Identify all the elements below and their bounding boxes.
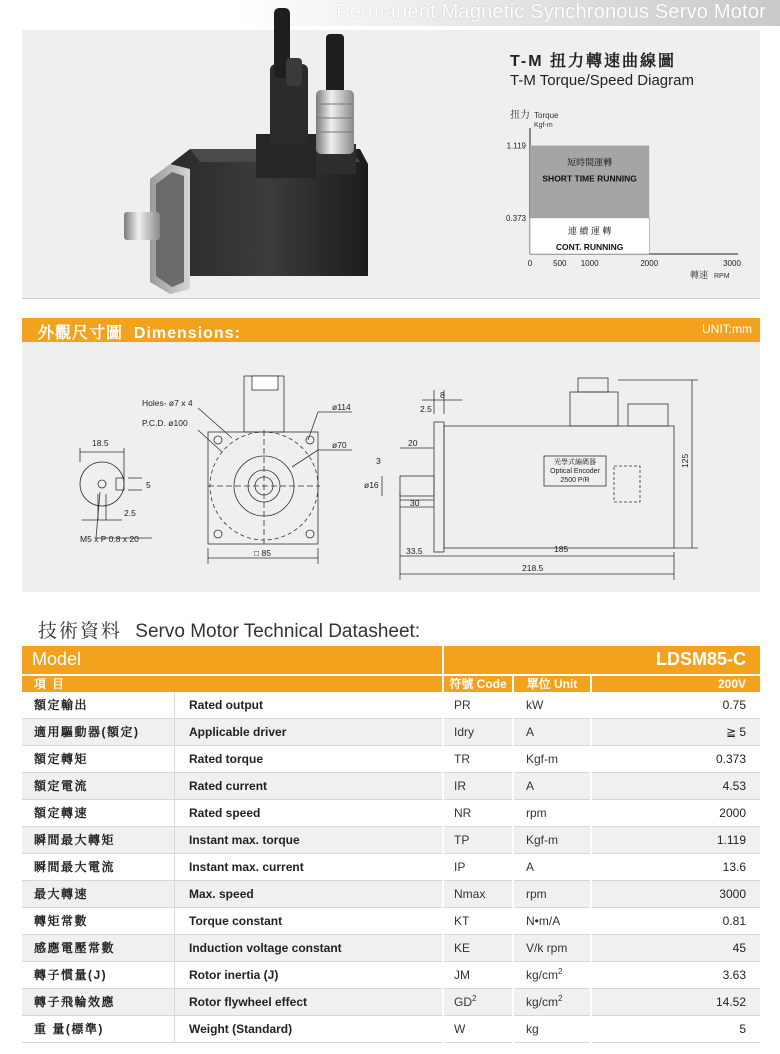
side-125-label: 125 — [680, 453, 690, 468]
row-label-zh-text: 適用驅動器(額定) — [34, 725, 140, 739]
row-code-text: PR — [454, 698, 471, 712]
row-value — [592, 989, 760, 1016]
row-label-en-text: Instant max. torque — [189, 833, 300, 847]
row-label-zh-text: 額定轉矩 — [34, 752, 89, 766]
row-label-zh — [22, 1016, 174, 1043]
row-code-text: JM — [454, 968, 470, 982]
torque-speed-chart — [490, 100, 750, 290]
row-label-en — [174, 989, 442, 1016]
row-label-en — [174, 773, 442, 800]
dimensions-title-en: Dimensions: — [133, 325, 241, 342]
row-code-text: GD — [454, 995, 472, 1009]
dimension-drawings — [22, 342, 760, 592]
x-tick-label: 0 — [527, 259, 533, 268]
row-unit — [514, 854, 590, 881]
row-unit — [514, 800, 590, 827]
row-label-zh-text: 最大轉速 — [34, 887, 89, 901]
row-value-text: ≧ 5 — [725, 725, 746, 739]
side-25-label: 2.5 — [420, 404, 432, 414]
row-unit-text: rpm — [526, 887, 547, 901]
row-value — [592, 962, 760, 989]
tm-chart-title-en: T-M Torque/Speed Diagram — [510, 72, 694, 89]
row-label-zh-text: 額定電流 — [34, 779, 89, 793]
row-unit-superscript: 2 — [558, 994, 563, 1003]
row-label-zh-text: 轉子慣量(J) — [34, 968, 108, 982]
row-label-en-text: Rated torque — [189, 752, 264, 766]
side-335-label: 33.5 — [406, 546, 423, 556]
row-label-en — [174, 800, 442, 827]
row-code-superscript: 2 — [472, 994, 477, 1003]
row-code-text: KT — [454, 914, 470, 928]
row-unit-text: kW — [526, 698, 544, 712]
row-label-en — [174, 935, 442, 962]
row-label-en-text: Torque constant — [189, 914, 283, 928]
row-label-zh — [22, 692, 174, 719]
row-label-en — [174, 908, 442, 935]
row-code — [444, 854, 512, 881]
table-header — [22, 676, 760, 692]
header-code: 符號 Code — [444, 676, 512, 692]
row-unit-text: kg — [526, 1022, 539, 1036]
zone-short-label-en: SHORT TIME RUNNING — [542, 173, 637, 184]
row-label-en — [174, 962, 442, 989]
datasheet-title-en: Servo Motor Technical Datasheet: — [135, 621, 421, 642]
x-tick-label: 2000 — [640, 259, 659, 268]
datasheet-title — [38, 616, 420, 643]
row-unit-text: Kgf-m — [526, 833, 559, 847]
side-16-label: ø16 — [364, 480, 379, 490]
row-code-text: NR — [454, 806, 472, 820]
side-20-label: 20 — [408, 438, 418, 448]
table-row — [22, 827, 760, 854]
pcd-label: P.C.D. ø100 — [142, 418, 188, 428]
keyway-5-label: 5 — [146, 480, 151, 490]
divider — [22, 298, 760, 299]
row-unit — [514, 908, 590, 935]
row-value-text: 45 — [732, 941, 746, 955]
side-3-label: 3 — [376, 456, 381, 466]
y-tick-label: 0.373 — [505, 213, 526, 223]
row-code — [444, 1016, 512, 1043]
table-row — [22, 800, 760, 827]
row-unit — [514, 692, 590, 719]
datasheet-table — [22, 646, 760, 1043]
row-label-zh-text: 轉矩常數 — [34, 914, 89, 928]
row-value — [592, 719, 760, 746]
row-label-en-text: Weight (Standard) — [189, 1022, 293, 1036]
row-value-text: 5 — [739, 1022, 746, 1036]
datasheet-title-zh: 技術資料 — [38, 621, 123, 642]
row-value-text: 4.53 — [722, 779, 746, 793]
row-code — [444, 692, 512, 719]
row-value — [592, 773, 760, 800]
side-8-label: 8 — [440, 390, 445, 400]
row-value — [592, 827, 760, 854]
row-value-text: 3000 — [719, 887, 746, 901]
keyway-25-label: 2.5 — [124, 508, 136, 518]
unit-label: UNIT:mm — [702, 322, 752, 336]
row-code — [444, 800, 512, 827]
side-2185-label: 218.5 — [522, 563, 544, 573]
zone-cont-label-zh: 連 續 運 轉 — [567, 225, 612, 236]
row-label-en — [174, 692, 442, 719]
table-row — [22, 692, 760, 719]
row-label-zh — [22, 719, 174, 746]
table-row — [22, 962, 760, 989]
side-30-label: 30 — [410, 498, 420, 508]
thread-label: M5 x P 0.8 x 20 — [80, 534, 139, 544]
row-value — [592, 881, 760, 908]
model-value: LDSM85-C — [444, 646, 760, 674]
table-row — [22, 1016, 760, 1043]
row-label-zh — [22, 989, 174, 1016]
d70-label: ø70 — [332, 440, 347, 450]
row-label-zh-text: 轉子飛輪效應 — [34, 995, 116, 1009]
row-unit-text: kg/cm — [526, 995, 559, 1009]
row-unit-text: N•m/A — [526, 914, 561, 928]
row-value — [592, 746, 760, 773]
row-unit — [514, 773, 590, 800]
x-axis-unit: RPM — [714, 273, 730, 280]
table-row — [22, 746, 760, 773]
dimensions-title — [38, 320, 241, 343]
holes-label: Holes- ø7 x 4 — [142, 398, 193, 408]
row-label-zh — [22, 746, 174, 773]
y-axis-label-zh: 扭力 — [510, 110, 530, 121]
row-label-zh — [22, 935, 174, 962]
row-code-text: Nmax — [454, 887, 486, 901]
row-value-text: 2000 — [719, 806, 746, 820]
y-axis-label-en: Torque — [534, 111, 559, 120]
row-code — [444, 989, 512, 1016]
row-label-zh — [22, 908, 174, 935]
row-label-en-text: Max. speed — [189, 887, 254, 901]
row-label-en-text: Rated speed — [189, 806, 261, 820]
x-tick-label: 1000 — [580, 259, 599, 268]
row-label-en — [174, 719, 442, 746]
side-185-label: 185 — [554, 544, 569, 554]
row-unit-text: V/k rpm — [526, 941, 568, 955]
row-label-zh — [22, 854, 174, 881]
row-value-text: 3.63 — [722, 968, 746, 982]
row-code-text: TR — [454, 752, 470, 766]
row-unit — [514, 827, 590, 854]
row-code — [444, 962, 512, 989]
table-row — [22, 719, 760, 746]
row-value-text: 1.119 — [716, 833, 746, 847]
row-code — [444, 881, 512, 908]
row-value-text: 13.6 — [722, 860, 746, 874]
row-unit-text: kg/cm — [526, 968, 559, 982]
servo-motor-image — [120, 4, 390, 296]
row-value-text: 0.373 — [715, 752, 746, 766]
dimensions-header-bar — [22, 318, 760, 342]
row-label-en-text: Applicable driver — [189, 725, 287, 739]
row-unit-text: A — [526, 860, 535, 874]
table-body — [22, 692, 760, 1043]
top-banner — [0, 0, 780, 26]
row-label-en — [174, 827, 442, 854]
shaft-keyway-detail — [80, 448, 152, 538]
row-label-en-text: Induction voltage constant — [189, 941, 342, 955]
x-tick-label: 3000 — [723, 259, 741, 268]
y-tick-label: 1.119 — [506, 141, 526, 151]
row-label-en — [174, 746, 442, 773]
table-row — [22, 881, 760, 908]
page-title: Permanent Magnetic Synchronous Servo Motor — [336, 1, 766, 23]
row-value-text: 0.75 — [722, 698, 746, 712]
row-label-en-text: Rated output — [189, 698, 263, 712]
sq85-label: □ 85 — [254, 548, 271, 558]
row-value — [592, 908, 760, 935]
table-row — [22, 935, 760, 962]
y-axis-unit: Kgf-m — [534, 122, 553, 129]
row-label-zh-text: 感應電壓常數 — [34, 941, 116, 955]
row-code-text: IP — [454, 860, 466, 874]
row-code-text: TP — [454, 833, 470, 847]
row-label-zh-text: 瞬間最大電流 — [34, 860, 116, 874]
row-unit — [514, 1016, 590, 1043]
row-unit — [514, 719, 590, 746]
header-voltage: 200V — [592, 676, 760, 692]
row-unit — [514, 989, 590, 1016]
row-label-en — [174, 854, 442, 881]
tm-chart-title-zh: T-M 扭力轉速曲線圖 — [510, 53, 676, 70]
row-label-zh-text: 瞬間最大轉矩 — [34, 833, 116, 847]
row-unit — [514, 746, 590, 773]
row-code — [444, 935, 512, 962]
model-row — [22, 646, 760, 674]
encoder-resolution: 2500 P/R — [560, 477, 590, 484]
row-label-zh-text: 重 量(標準) — [34, 1022, 104, 1036]
row-unit — [514, 962, 590, 989]
row-unit-text: Kgf-m — [526, 752, 559, 766]
x-axis-label-zh: 轉速 — [690, 270, 709, 280]
row-code — [444, 827, 512, 854]
row-label-zh — [22, 827, 174, 854]
row-unit-text: A — [526, 725, 535, 739]
d114-label: ø114 — [332, 402, 351, 412]
row-label-zh — [22, 773, 174, 800]
row-label-zh — [22, 962, 174, 989]
table-row — [22, 989, 760, 1016]
row-label-en — [174, 1016, 442, 1043]
row-unit — [514, 881, 590, 908]
encoder-label-zh: 光學式編碼器 — [554, 459, 596, 466]
model-label: Model — [22, 646, 442, 674]
row-code — [444, 908, 512, 935]
header-item: 項目 — [22, 676, 442, 692]
row-label-zh-text: 額定轉速 — [34, 806, 89, 820]
row-code-text: KE — [454, 941, 471, 955]
row-unit-superscript: 2 — [558, 967, 563, 976]
row-unit-text: rpm — [526, 806, 547, 820]
zone-cont-label-en: CONT. RUNNING — [555, 241, 624, 252]
row-code — [444, 719, 512, 746]
row-label-en-text: Rotor flywheel effect — [189, 995, 308, 1009]
zone-short-label-zh: 短時間運轉 — [567, 157, 613, 168]
table-row — [22, 908, 760, 935]
row-code — [444, 746, 512, 773]
row-unit-text: A — [526, 779, 535, 793]
row-code-text: W — [454, 1022, 466, 1036]
row-label-zh-text: 額定輸出 — [34, 698, 89, 712]
x-ticks — [528, 259, 742, 268]
row-label-en — [174, 881, 442, 908]
row-value-text: 0.81 — [722, 914, 746, 928]
table-row — [22, 854, 760, 881]
row-value-text: 14.52 — [715, 995, 746, 1009]
dimensions-title-zh: 外觀尺寸圖 — [38, 325, 124, 342]
table-row — [22, 773, 760, 800]
keyway-185-label: 18.5 — [92, 438, 109, 448]
row-code — [444, 773, 512, 800]
row-label-en-text: Rated current — [189, 779, 268, 793]
row-value — [592, 1016, 760, 1043]
row-code-text: IR — [454, 779, 466, 793]
row-label-en-text: Instant max. current — [189, 860, 304, 874]
x-tick-label: 500 — [553, 259, 567, 268]
row-label-zh — [22, 800, 174, 827]
row-unit — [514, 935, 590, 962]
row-value — [592, 692, 760, 719]
front-view — [198, 376, 352, 564]
row-value — [592, 800, 760, 827]
row-label-zh — [22, 881, 174, 908]
row-code-text: Idry — [454, 725, 475, 739]
row-value — [592, 854, 760, 881]
encoder-label-en: Optical Encoder — [550, 468, 600, 475]
row-value — [592, 935, 760, 962]
row-label-en-text: Rotor inertia (J) — [189, 968, 279, 982]
header-unit: 單位 Unit — [514, 676, 590, 692]
